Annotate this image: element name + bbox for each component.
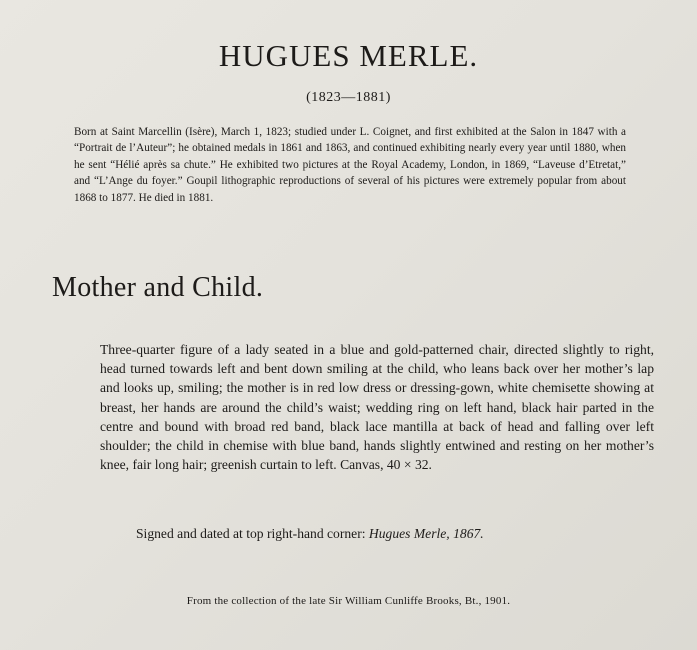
provenance-note: From the collection of the late Sir William Cunliffe Brooks, Bt., 1901. [186,595,511,607]
signature-prefix: Signed and dated at top right-hand corner: [136,526,369,541]
work-title: Mother and Child. [52,272,264,303]
artist-dates: (1823—1881) [306,90,391,105]
artist-name: HUGUES MERLE. [218,38,479,73]
artist-biography: Born at Saint Marcellin (Isère), March 1, 1823; studied under L. Coignet, and first exhibited at the Salon in 1847 with a “Portrait de l’Auteur”; he obtained medals in 1861 and 1863, and continued exhibiting nearly every year until 1880, when he sent “Hélié après sa chute.” He exhibited two pictures at the Royal Academy, London, in 1869, “Laveuse d’Etretat,” and “L’Ange du foyer.” Goupil lithographic reproductions of several of his pictures were extremely popular from about 1868 to 1877. He died in 1881. [74,126,626,204]
work-description: Three-quarter figure of a lady seated in a blue and gold-patterned chair, directed slightly to right, head turned towards left and bent down smiling at the child, who leans back over her mother’s lap and looks up, smiling; the mother is in red low dress or dressing-gown, white chemisette showing at breast, her hands are around the child’s waist; wedding ring on left hand, black hair parted in the centre and bound with broad red band, black lace mantilla at back of head and falling over left shoulder; the child in chemise with blue band, hands slightly entwined and resting on her mother’s knee, fair long hair; greenish curtain to left. Canvas, 40 × 32. [100,342,654,473]
signature-name: Hugues Merle, 1867. [368,526,484,541]
signature-line [136,526,484,542]
